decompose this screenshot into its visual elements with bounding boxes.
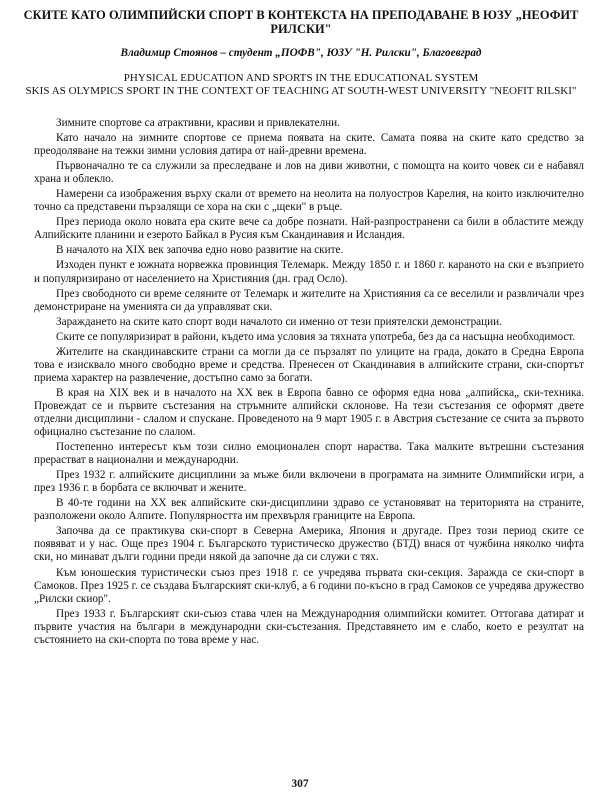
paragraph: В 40-те години на XX век алпийските ски-дисциплини здраво се установяват на територията на страните, разположени около Алпите. Популярността им прехвърля границите на Европа. <box>34 497 584 523</box>
english-title-line-1: PHYSICAL EDUCATION AND SPORTS IN THE EDUCATIONAL SYSTEM <box>123 72 479 84</box>
paragraph: Жителите на скандинавските страни са могли да се пързалят по улиците на града, докато в Средна Европа това е изисквало много свободно време и средства. Пренесен от Скандинавия в алпийските страни, ски-спортът приема характер на развлечение, достъпно само за богати. <box>34 345 584 384</box>
body-text <box>34 117 584 647</box>
paragraph: В началото на XIX век започва едно ново развитие на ските. <box>56 244 344 257</box>
author-line: Владимир Стоянов – студент „ПОФВ", ЮЗУ "Н. Рилски", Благоевград <box>120 47 482 59</box>
paragraph: Изходен пункт е южната норвежка провинция Телемарк. Между 1850 г. и 1860 г. караното на ски е възприето и популяризирано от населението на Християния (дн. град Осло). <box>34 259 584 285</box>
paragraph: В края на XIX век и в началото на XX век в Европа бавно се оформя една нова „алпийска„ ски-техника. Провеждат се и първите състезания на стръмните алпийски склонове. На тези състезания се оформят двете отделни дисциплини - слалом и спускане. Проведеното на 9 март 1905 г. в Австрия състезание се счита за първото официално състезание по слалом. <box>34 386 584 439</box>
english-title <box>16 72 586 98</box>
paragraph: Зараждането на ските като спорт води началото си именно от тези приятелски демонстрации. <box>56 315 502 328</box>
paragraph: През периода около новата ера ските вече са добре познати. Най-разпространени са били в областите между Алпийските планини и езерото Байкал в Русия към Скандинавия и Исландия. <box>34 216 584 242</box>
paragraph: Ските се популяризират в райони, където има условия за тяхната употреба, без да са насъщна необходимост. <box>56 330 576 343</box>
paragraph: Започва да се практикува ски-спорт в Северна Америка, Япония и другаде. През този период ските се появяват и у нас. Още през 1904 г. Българското туристическо дружество (БТД) внася от чужбина няколко чифта ски, но минават дълги години преди някой да започне да си служи с тях. <box>34 525 584 564</box>
paragraph: Постепенно интересът към този силно емоционален спорт нараства. Така малките вътрешни състезания прерастват в национални и международни. <box>34 441 584 467</box>
paragraph: Намерени са изображения върху скали от времето на неолита на полуостров Карелия, на които изключително точно са представени пързалящи се хора на ски с „щеки" в ръце. <box>34 188 584 214</box>
paper-title: СКИТЕ КАТО ОЛИМПИЙСКИ СПОРТ В КОНТЕКСТА НА ПРЕПОДАВАНЕ В ЮЗУ „НЕОФИТ РИЛСКИ" <box>23 8 579 36</box>
paragraph: През 1933 г. Българският ски-съюз става член на Международния олимпийски комитет. Оттогава датират и първите участия на българи в международни ски-състезания. Представянето им е слабо, което е резултат на състоянието на ски-спорта по това време у нас. <box>34 607 584 646</box>
paragraph: Към юношеския туристически съюз през 1918 г. се учредява първата ски-секция. Заражда се ски-спорт в Самоков. През 1925 г. се създава Българският ски-клуб, а 6 години по-късно в град Самоков се учредява дружество „Рилски скиор". <box>34 566 584 605</box>
paragraph: Първоначално те са служили за преследване и лов на диви животни, с помощта на които човек си е набавял храна и облекло. <box>34 160 584 186</box>
paragraph: Като начало на зимните спортове се приема появата на ските. Самата поява на ските като средство за преодоляване на тежки зимни условия датира от най-древни времена. <box>34 132 584 158</box>
paragraph: През свободното си време селяните от Телемарк и жителите на Християния са се веселили и развличали чрез демонстриране на уменията си да управляват ски. <box>34 287 584 313</box>
paragraph: Зимните спортове са атрактивни, красиви и привлекателни. <box>56 117 340 129</box>
paragraph: През 1932 г. алпийските дисциплини за мъже били включени в програмата на зимните Олимпийски игри, а през 1936 г. в борбата се включват и жените. <box>34 469 584 495</box>
english-title-line-2: SKIS AS OLYMPICS SPORT IN THE CONTEXT OF TEACHING AT SOUTH-WEST UNIVERSITY "NEOFIT RILSKI" <box>25 85 577 97</box>
page-number: 307 <box>291 778 309 790</box>
